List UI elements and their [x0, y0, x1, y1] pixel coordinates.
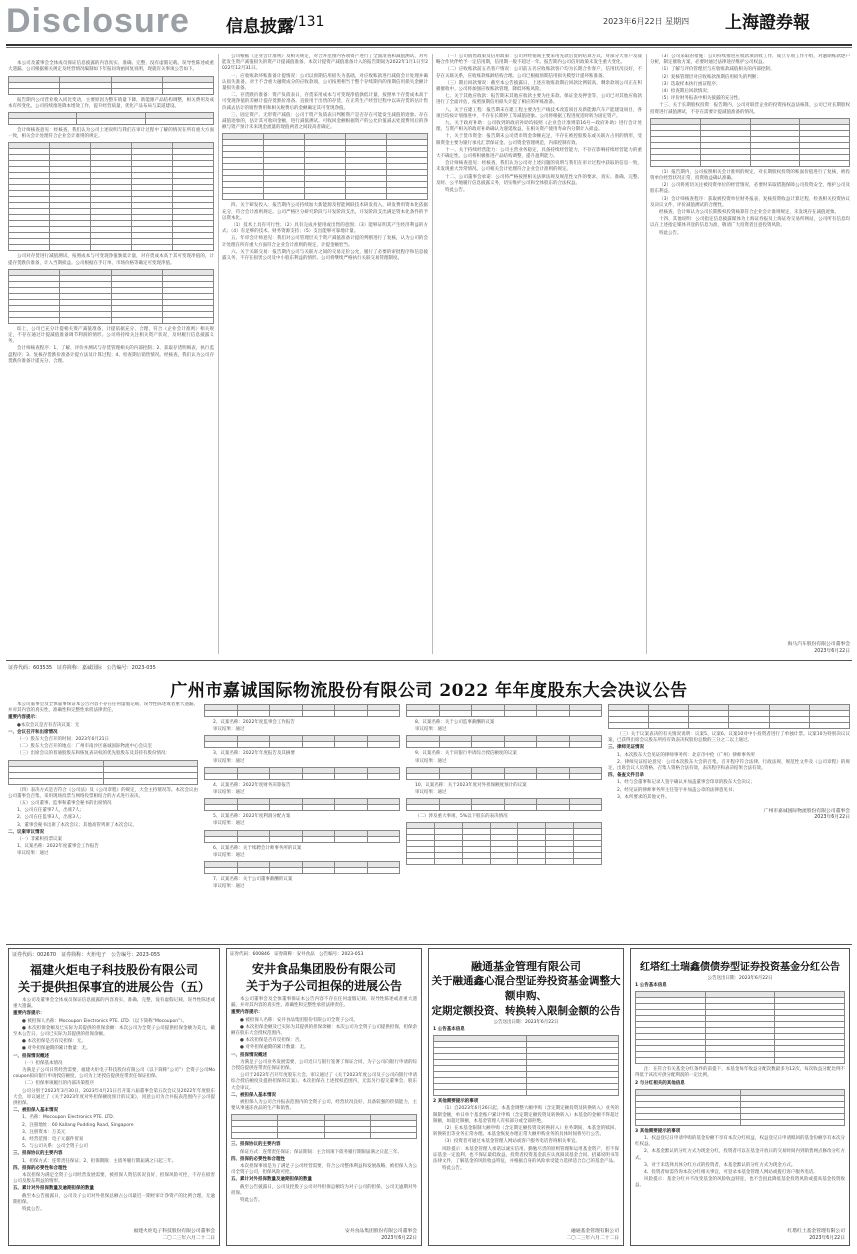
- fujian-title-line-2: 关于提供担保事宜的进展公告（五）: [17, 980, 210, 994]
- top-signature: [650, 640, 850, 654]
- section-divider: [6, 660, 852, 661]
- top-signature-name: 海马汽车股份有限公司董事会: [787, 642, 850, 647]
- gz-table-vote-2: [204, 735, 400, 748]
- rongtong-title-line-2: 关于融通鑫心混合型证券投资基金调整大额申购、: [431, 975, 621, 1002]
- gz-table-vote-5: [204, 830, 400, 843]
- rongtong-title-line-3: 定期定额投资、转换转入限制金额的公告: [431, 1005, 621, 1017]
- anhui-body: 本公司董事会及全体董事保证本公告内容不存在任何虚假记载、误导性陈述或者重大遗漏，并对其内容的真实性、准确性和完整性承担法律责任。 重要内容提示： ● 被担保人名称：安井食品集团股份有限公司全资子公司。 ● 本次担保金额及已实际为其提供的担保余额：本次公司为全资子公司提供担保，担保余额在股东大会授权范围内。 ● 本次担保是否有反担保：否。 ● 对外担保逾期的累计数量：无。 一、担保情况概述 为满足子公司业务发展需要，公司近日与银行签署了保证合同，为子公司向银行申请的综合授信提供连带责任保证担保。 公司于2023年召开年度股东大会，审议通过了《关于2023年度公司及子公司向银行申请综合授信额度及提供担保的议案》。本次担保在上述授权范围内，无需另行提交董事会、股东大会审议。 二、被担保人基本情况 被担保人为公司合并报表范围内的全资子公司，经营状况良好，具备较强的偿债能力，主要从事速冻食品的生产和销售。 三、担保协议的主要内容 保证方式：连带责任保证；保证期间：主合同项下债务履行期限届满之日起三年。 四、担保的必要性和合理性 本次担保事项是为了满足子公司经营需要，符合公司整体利益和发展战略，被担保人为公司全资子公司，担保风险可控。 五、累计对外担保数量及逾期担保的数量 截至公告披露日，公司及控股子公司对外担保总额均为对子公司的担保，公司无逾期对外担保。 特此公告。: [231, 997, 417, 1204]
- hongta-notice: [630, 948, 850, 1246]
- hongta-table-basic: [635, 991, 845, 1064]
- rongtong-notice: [428, 948, 624, 1246]
- fujian-code-line: 证券代码：002670 证券简称：火炬电子 公告编号：2023-055: [12, 952, 161, 958]
- gz-notice-number: 公告编号：2023-035: [106, 665, 156, 671]
- hongta-date: 2023年6月22日: [809, 1236, 845, 1241]
- gz-table-minor-2: [608, 704, 850, 729]
- rongtong-title-line-1: 融通基金管理有限公司: [471, 960, 581, 973]
- top-column-2: 公司根据《企业会计准则》及相关规定，对合并范围内各项资产进行了全面清查和减值测试，对可能发生资产减值损失的资产计提减值准备。本次计提资产减值准备计入的报告期间为2022年1月1日至2022年12月31日。 一、应收账款坏账准备计提情况：公司以预期信用损失为基础，对应收账款进行减值会计处理并确认损失准备。对于不含重大融资成分的应收款项，公司按照相当于整个存续期内的预期信用损失金额计量损失准备。 二、存货跌价准备：资产负债表日，存货采用成本与可变现净值孰低计量，按照单个存货成本高于可变现净值的差额计提存货跌价准备。直接用于出售的存货，在正常生产经营过程中以该存货的估计售价减去估计的销售费用和相关税费后的金额确定其可变现净值。 三、固定资产、无形资产减值：公司于资产负债表日判断资产是否存在可能发生减值的迹象。存在减值迹象的，估计其可收回金额，进行减值测试。可收回金额根据资产的公允价值减去处置费用后的净额与资产预计未来现金流量的现值两者之间较高者确定。 四、关于研发投入：报告期内公司持续加大新能源及智能网联技术研发投入，研发费用资本化依据充分，符合会计准则规定。公司严格区分研究阶段与开发阶段支出，开发阶段支出满足资本化条件的予以资本化。 （1）技术上具有可行性；（2）具有完成并使用或出售的意图；（3）能够证明其产生经济利益的方式；（4）有足够的技术、财务资源支持；（5）支出能够可靠地计量。 五、年审会计师意见：我们对公司管理层关于资产减值准备计提的判断进行了复核，认为公司的会计处理在所有重大方面符合企业会计准则的规定，计提金额恰当。 六、关于关联交易：报告期内公司与关联方之间的交易定价公允，履行了必要的审批程序和信息披露义务，不存在损害公司及中小股东利益的情形。公司将继续严格执行关联交易管理制度。: [222, 54, 428, 262]
- page-title: 信息披露: [226, 17, 294, 37]
- anhui-title-line-2: 关于为子公司担保的进展公告: [245, 979, 402, 993]
- hongta-sub-date: 公告送出日期：2023年6月22日: [707, 976, 773, 981]
- gz-board-date: 2023年6月22日: [814, 815, 850, 821]
- top-table-6: [650, 118, 850, 167]
- gz-code-line: [8, 664, 428, 671]
- top-table-2: [8, 112, 214, 125]
- hongta-table-dividend: [635, 1089, 845, 1126]
- top-table-4: [8, 269, 214, 324]
- top-column-4: （3）公司采取的措施：公司持续推进应收款项清收工作，成立专项工作小组，对逾期账款逐户分析，制定催收方案，必要时通过法律途径维护公司权益。 （1）了解与评价管理层与应收账款减值相关的内部控制； （2）复核管理层对应收账款预期信用损失的判断； （3）选取样本执行函证程序； （4）检查期后回款情况； （5）评价财务报表中相关披露的充分性。 十三、关于长期股权投资：报告期内，公司对联营企业的投资按权益法核算，公司已对长期股权投资进行减值测试，不存在需要计提减值准备的情况。 （1）报告期内，公司按照相关会计准则的规定，对长期股权投资的账面价值进行了复核，被投资单位经营状况正常，投资收益确认准确。 （2）公司将密切关注被投资单位的经营情况，必要时采取措施保障公司投资安全，维护公司及股东利益。 （3）会计师核查程序：获取被投资单位财务报表，复核投资收益计算过程，检查相关投资协议及决议文件，评价减值测试的合理性。 经核查，会计师认为公司长期股权投资核算符合企业会计准则规定，未发现存在减值迹象。 十四、其他说明：公司指定信息披露媒体为上海证券报及上海证券交易所网站，公司所有信息均以在上述指定媒体刊登的信息为准，敬请广大投资者注意投资风险。 特此公告。: [650, 54, 850, 236]
- gz-column-4: （三）关于议案表决的有关情况说明：议案5、议案6、议案10对中小投资者进行了单独计票。议案10为特别决议议案，已获得出席会议股东所持有效表决权股份总数的三分之二以上通过。 三、律师见证情况 1、本次股东大会见证的律师事务所：北京市中伦（广州）律师事务所 2、律师见证结论意见：公司本次股东大会的召集、召开程序符合法律、行政法规、规范性文件及《公司章程》的规定，出席会议人员资格、召集人资格合法有效，表决程序和表决结果合法有效。 四、备查文件目录 1、经与会董事和记录人签字确认并加盖董事会印章的股东大会决议； 2、经见证的律师事务所主任签字并加盖公章的法律意见书； 3、本所要求的其他文件。 广州市嘉诚国际物流股份有限公司董事会 2023年6月22日: [608, 702, 850, 940]
- issue-date: 2023年6月22日 星期四: [603, 17, 690, 26]
- gz-table-vote-1: [204, 704, 400, 717]
- anhui-notice: [226, 948, 422, 1246]
- gz-table-vote-9: [406, 767, 602, 780]
- gz-table-vote-3: [204, 767, 400, 780]
- column-divider: [646, 54, 647, 654]
- anhui-signature: 安井食品集团股份有限公司董事会: [345, 1229, 417, 1234]
- rongtong-date: 二〇二三年六月二十二日: [566, 1236, 619, 1241]
- top-signature-date: 2023年6月22日: [814, 649, 850, 654]
- header-rule-thin: [6, 47, 852, 48]
- hongta-body: 1 公告基本信息 注：在符合有关基金分红条件的前提下，本基金每年收益分配次数最多为12次，每次收益分配比例不得低于该次可供分配利润的一定比例。 2 与分红相关的其他信息 3 其他需要提示的事项 1、权益登记日申请申购的基金份额不享有本次分红权益，权益登记日申请赎回的基金份额享有本次分红权益。 2、本基金默认的分红方式为现金分红，投资者可以在基金开放日的交易时间内到销售网点修改分红方式。 3、对于未选择具体分红方式的投资者，本基金默认的分红方式为现金方式。 4、投资者如需咨询本次分红相关事宜，可登录本基金管理人网站或拨打客户服务电话。 风险提示：基金分红并不改变基金的风险收益特征，也不会因此降低基金投资风险或提高基金投资收益。: [635, 983, 845, 1189]
- gz-stock-name: 证券简称：嘉诚国际: [56, 665, 102, 671]
- rongtong-body: 1 公告基本信息 2 其他需要提示的事项 （1）自2023年6月26日起，本基金调整大额申购（含定期定额投资及转换转入）业务的限制金额，单日单个基金账户累计申购（含定期定额投资及转换转入）本基金的金额不得超过限额，如超过限额，本基金管理人有权部分或全部拒绝。 （2）在本基金限制大额申购（含定期定额投资及转换转入）业务期间，本基金的赎回、转换转出等业务正常办理。本基金恢复办理正常大额申购业务的具体时间将另行公告。 （3）投资者可通过本基金管理人网站或客户服务电话咨询相关事宜。 风险提示：本基金管理人承诺以诚实信用、勤勉尽责的原则管理和运用基金资产，但不保证基金一定盈利，也不保证最低收益。投资者投资基金前应认真阅读基金合同、招募说明书等法律文件，了解基金的风险收益特征，并根据自身的风险承受能力选择适合自己的基金产品。 特此公告。: [433, 1027, 619, 1172]
- section-divider: [6, 944, 852, 945]
- hongta-title: 红塔红土瑞鑫债债券型证券投资基金分红公告: [640, 962, 840, 973]
- masthead: [0, 0, 857, 44]
- gz-table-vote-4: [204, 798, 400, 811]
- hongta-section-1: 1 公告基本信息: [635, 983, 667, 988]
- gz-board-signature: 广州市嘉诚国际物流股份有限公司董事会: [763, 809, 850, 815]
- gz-table-vote-10: [406, 798, 602, 811]
- rongtong-signature: 融通基金管理有限公司: [571, 1229, 619, 1234]
- top-column-3: （一）公司销售政策及信用政策：公司对经销商主要采用先款后货的结算方式，对部分大客户及战略合作伙伴给予一定信用期，信用期一般不超过一年。报告期内公司信用政策未发生重大变化。 （二）应收账款前五名客户情况：公司前五名应收账款客户均为长期合作客户，信用状况良好，不存在关联关系，应收账款账龄结构合理。公司已根据预期信用损失模型计提坏账准备。 （三）期后回款情况：截至本公告披露日，上述应收账款期后回款比例较高，剩余款项公司正在积极催收中。公司将加强应收账款管理，降低坏账风险。 七、关于其他应收款：报告期末其他应收款主要为往来款、保证金及押金等，公司已对其他应收款进行了全面评估，按照预期信用损失计提了相应的坏账准备。 八、关于在建工程：报告期末在建工程主要为生产线技术改造项目及新能源汽车产能建设项目，各项目均按计划推进中，不存在长期停工等减值迹象。公司将根据工程进度适时转为固定资产。 九、关于政府补助：公司收到的政府补助均按照《企业会计准则第16号—政府补助》进行会计处理，与资产相关的政府补助确认为递延收益，在相关资产使用寿命内分期计入损益。 十、关于货币资金：报告期末公司货币资金余额充足，不存在被控股股东或关联方占用的情形，受限资金主要为银行承兑汇票保证金。公司资金管理规范，内部控制有效。 十一、关于持续经营能力：公司主营业务稳定，具备持续经营能力，不存在影响持续经营能力的重大不确定性。公司将积极推进产品结构调整，提升盈利能力。 会计师核查意见：经核查，我们认为公司对上述问题的说明与我们在审计过程中获取的信息一致，未发现重大异常情况。公司相关会计处理符合企业会计准则的规定。 十二、公司董事会承诺：公司将严格按照相关法律法规及规范性文件的要求，真实、准确、完整、及时、公平地履行信息披露义务，切实维护公司和全体股东的合法权益。 特此公告。: [436, 54, 642, 194]
- gz-table-attend: [8, 760, 198, 785]
- gz-table-vote-7: [406, 704, 602, 717]
- fujian-notice: [8, 948, 220, 1246]
- rongtong-section-1: 1 公告基本信息: [433, 1027, 465, 1032]
- anhui-title-line-1: 安井食品集团股份有限公司: [251, 962, 396, 976]
- column-divider: [218, 54, 219, 654]
- fujian-date: 二〇二三年六月二十二日: [162, 1236, 215, 1241]
- fujian-signature: 福建火炬电子科技股份有限公司董事会: [133, 1229, 215, 1234]
- fujian-body: 本公司及董事会全体成员保证信息披露的内容真实、准确、完整，没有虚假记载、误导性陈述或重大遗漏。 重要内容提示： ● 被担保人名称：Mocoupon Electronics PTE. LTD.（以下简称“Mocoupon”）。 ● 本次担保金额及已实际为其提供的担保余额：本次公司为全资子公司提供担保金额为美元，截至本公告日，公司已实际为其提供的担保余额。 ● 本次担保是否有反担保：无。 ● 对外担保逾期的累计数量：无。 一、担保情况概述 （一）担保基本情况 为满足子公司日常经营需要，福建火炬电子科技股份有限公司（以下简称“公司”）全资子公司Mocoupon拟向银行申请授信额度，公司为上述授信提供连带责任保证担保。 （二）担保事项履行的内部决策程序 公司分别于2023年3月30日、2023年4月21日召开第六届董事会第五次会议及2022年年度股东大会，审议通过了《关于2023年度对外担保额度预计的议案》，同意公司为合并报表范围内子公司提供担保。 二、被担保人基本情况 1、名称：Mocoupon Electronics PTE. LTD. 2、注册地址：60 Kallang Pudding Road, Singapore 3、注册资本：万美元 4、经营范围：电子元器件贸易 5、与公司关系：公司全资子公司 三、担保协议的主要内容 1、担保方式：连带责任保证；2、担保期限：主债务履行期届满之日起三年。 四、担保的必要性和合理性 本次担保为满足全资子公司经营发展需要，被担保人资信状况良好，担保风险可控，不存在损害公司及股东利益的情形。 五、累计对外担保数量及逾期担保的数量 截至本公告披露日，公司及子公司对外担保总额占公司最近一期经审计净资产的比例合理，无逾期担保。 特此公告。: [13, 998, 215, 1213]
- newspaper-brand: 上海證券報: [725, 13, 810, 33]
- hongta-signature: 红塔红土基金管理有限公司: [787, 1229, 845, 1234]
- column-divider: [432, 54, 433, 654]
- gz-column-2: 2、议案名称：2022年度监事会工作报告 审议结果：通过 3、议案名称：2022年年度报告及其摘要 审议结果：通过 4、议案名称：2022年度财务决算报告 审议结果：通过 5、议案名称：2022年度利润分配方案 审议结果：通过 6、议案名称：关于续聘会计师事务所的议案 审议结果：通过 7、议案名称：关于公司董事薪酬的议案 审议结果：通过: [204, 702, 400, 940]
- rongtong-table-basic: [433, 1035, 619, 1096]
- gz-table-minor: [406, 822, 602, 865]
- fujian-title-line-1: 福建火炬电子科技股份有限公司: [29, 963, 198, 977]
- gz-notice-title: 广州市嘉诚国际物流股份有限公司 2022 年年度股东大会决议公告: [170, 681, 688, 701]
- anhui-table: [231, 1114, 417, 1139]
- rongtong-sub-date: 公告送出日期：2023年6月22日: [493, 1020, 559, 1025]
- gz-table-vote-8: [406, 735, 602, 748]
- header-rule: [6, 44, 852, 46]
- gz-table-vote-6: [204, 861, 400, 874]
- top-table-3: [8, 142, 214, 251]
- section-word: Disclosure: [6, 2, 190, 40]
- top-table-1: [8, 76, 214, 95]
- top-column-1: 本公司及董事会全体成员保证信息披露的内容真实、准确、完整，没有虚假记载、误导性陈述或重大遗漏。公司根据相关规定及经营情况编制如下年报问询函回复说明，现就有关事项公告如下。 报告期内公司营业收入同比变动，主要原因为整车销量下降，新能源产品结构调整，相关费用及成本有所变化。公司持续推进降本增效工作，提升经营质量，优化产品布局与渠道建设。 会计师核查意见：经核查，我们认为公司上述说明与我们在审计过程中了解的情况在所有重大方面一致，相关会计处理符合企业会计准则的规定。 公司对存货进行减值测试，按照成本与可变现净值孰低计量，对存货成本高于其可变现净值的，计提存货跌价准备，计入当期损益。公司根据在手订单、市场价格等确定可变现净值。 综上，公司已充分计提相关资产减值准备，计提依据充分、合理，符合《企业会计准则》相关规定，不存在通过计提减值准备调节利润的情形。公司将持续关注相关资产状况，及时履行信息披露义务。 会计师核查程序：1、了解、评价并测试与存货管理相关的内部控制；2、获取存货明细表，执行监盘程序；3、复核存货跌价准备计提方法及计算过程；4、检查期后销售情况。经核查，我们认为公司存货跌价准备计提充分、合理。: [8, 61, 214, 364]
- page-number: /131: [293, 14, 325, 30]
- anhui-date: 2023年6月22日: [381, 1236, 417, 1241]
- anhui-code-line: 证券代码：600846 证券简称：安井食品 公告编号：2023-053: [230, 952, 364, 957]
- gz-column-1: 本公司董事会及全体董事保证本公告内容不存在任何虚假记载、误导性陈述或者重大遗漏，并对其内容的真实性、准确性和完整性承担法律责任。 重要内容提示： ●本次会议是否有否决议案：无 一、会议召开和出席情况 （一）股东大会召开的时间：2023年6月21日 （二）股东大会召开的地点：广州市南沙区嘉诚国际物流中心会议室 （三）出席会议的普通股股东和恢复表决权的优先股股东及其持有股份情况： （四）表决方式是否符合《公司法》及《公司章程》的规定，大会主持情况等。本次会议由公司董事会召集，采用现场投票与网络投票相结合的方式进行表决。 （五）公司董事、监事和董事会秘书的出席情况 1、公司在任董事7人，出席7人； 2、公司在任监事3人，出席3人； 3、董事会秘书出席了本次会议；其他高管列席了本次会议。 二、议案审议情况 （一）非累积投票议案 1、议案名称：2022年度董事会工作报告 审议结果：通过: [8, 702, 198, 857]
- top-table-5: [222, 133, 428, 200]
- gz-column-3: 8、议案名称：关于公司监事薪酬的议案 审议结果：通过 9、议案名称：关于向银行申请综合授信额度的议案 审议结果：通过 10、议案名称：关于2023年度对外担保额度预计的议案 审议结果：通过 （二）涉及重大事项，5%以下股东的表决情况: [406, 702, 602, 940]
- gz-stock-code: 证券代码：603535: [8, 665, 53, 671]
